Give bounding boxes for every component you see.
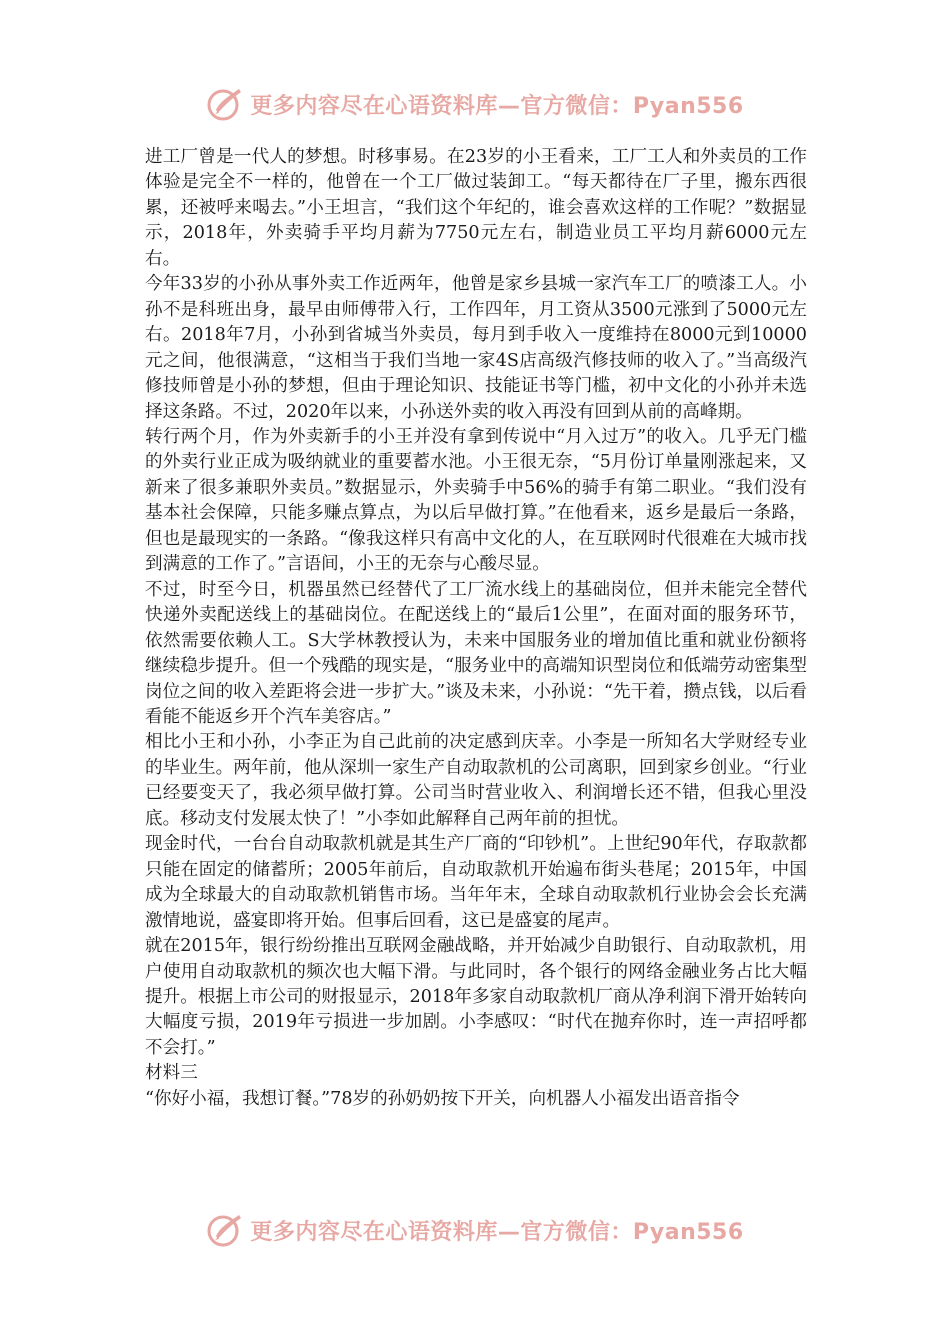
section-heading: 材料三: [145, 1063, 198, 1084]
paragraph: 进工厂曾是一代人的梦想。时移事易。在23岁的小王看来，工厂工人和外卖员的工作体验是完全不一样的，他曾在一个工厂做过装卸工。“每天都待在厂子里，搬东西很累，还被呼来喝去。”小王坦言，“我们这个年纪的，谁会喜欢这样的工作呢？”数据显示，2018年，外卖骑手平均月薪为7750元左右，制造业员工平均月薪6000元左右。: [145, 147, 807, 269]
watermark-text: 更多内容尽在心语资料库—官方微信：Pyan556: [250, 1219, 744, 1245]
paragraph: 相比小王和小孙，小李正为自己此前的决定感到庆幸。小李是一所知名大学财经专业的毕业生。两年前，他从深圳一家生产自动取款机的公司离职，回到家乡创业。“行业已经要变天了，我必须早做打算。公司当时营业收入、利润增长还不错，但我心里没底。移动支付发展太快了！”小李如此解释自己两年前的担忧。: [145, 732, 807, 829]
paragraph: 就在2015年，银行纷纷推出互联网金融战略，并开始减少自助银行、自动取款机，用户使用自动取款机的频次也大幅下滑。与此同时，各个银行的网络金融业务占比大幅提升。根据上市公司的财报显示，2018年多家自动取款机厂商从净利润下滑开始转向大幅度亏损，2019年亏损进一步加剧。小李感叹：“时代在抛弃你时，连一声招呼都不会打。”: [145, 936, 807, 1058]
footer-watermark-banner: [0, 1210, 950, 1250]
paragraph: 现金时代，一台台自动取款机就是其生产厂商的“印钞机”。上世纪90年代，存取款都只能在固定的储蓄所；2005年前后，自动取款机开始遍布街头巷尾；2015年，中国成为全球最大的自动取款机销售市场。当年年末，全球自动取款机行业协会会长充满激情地说，盛宴即将开始。但事后回看，这已是盛宴的尾声。: [145, 834, 807, 931]
paragraph: 今年33岁的小孙从事外卖工作近两年，他曾是家乡县城一家汽车工厂的喷漆工人。小孙不是科班出身，最早由师傅带入行，工作四年，月工资从3500元涨到了5000元左右。2018年7月，小孙到省城当外卖员，每月到手收入一度维持在8000元到10000元之间，他很满意，“这相当于我们当地一家4S店高级汽修技师的收入了。”当高级汽修技师曾是小孙的梦想，但由于理论知识、技能证书等门槛，初中文化的小孙并未选择这条路。不过，2020年以来，小孙送外卖的收入再没有回到从前的高峰期。: [145, 274, 807, 422]
pen-logo-icon: [206, 84, 246, 124]
article-body: [145, 145, 807, 1205]
watermark-text: 更多内容尽在心语资料库—官方微信：Pyan556: [250, 93, 744, 119]
paragraph: “你好小福，我想订餐。”78岁的孙奶奶按下开关，向机器人小福发出语音指令: [145, 1088, 740, 1109]
paragraph: 转行两个月，作为外卖新手的小王并没有拿到传说中“月入过万”的收入。几乎无门槛的外卖行业正成为吸纳就业的重要蓄水池。小王很无奈，“5月份订单量刚涨起来，又新来了很多兼职外卖员。”数据显示，外卖骑手中56%的骑手有第二职业。“我们没有基本社会保障，只能多赚点算点，为以后早做打算。”在他看来，返乡是最后一条路，但也是最现实的一条路。“像我这样只有高中文化的人，在互联网时代很难在大城市找到满意的工作了。”言语间，小王的无奈与心酸尽显。: [145, 426, 807, 575]
paragraph: 不过，时至今日，机器虽然已经替代了工厂流水线上的基础岗位，但并未能完全替代快递外卖配送线上的基础岗位。在配送线上的“最后1公里”，在面对面的服务环节，依然需要依赖人工。S大学林教授认为，未来中国服务业的增加值比重和就业份额将继续稳步提升。但一个残酷的现实是，“服务业中的高端知识型岗位和低端劳动密集型岗位之间的收入差距将会进一步扩大。”谈及未来，小孙说：“先干着，攒点钱，以后看看能不能返乡开个汽车美容店。”: [145, 579, 807, 727]
pen-logo-icon: [206, 1210, 246, 1250]
header-watermark-banner: [0, 84, 950, 124]
